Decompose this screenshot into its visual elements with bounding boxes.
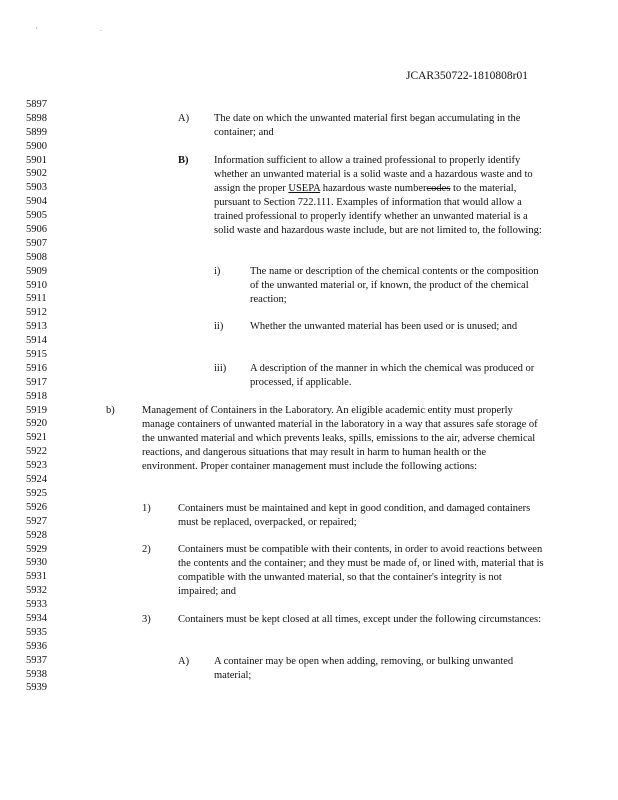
line-number: 5931 xyxy=(26,571,47,583)
line-number: 5905 xyxy=(26,210,47,222)
item-label-A: A) xyxy=(178,113,190,124)
line-number: 5908 xyxy=(26,251,47,263)
line-number: 5897 xyxy=(26,99,47,110)
line-number: 5923 xyxy=(26,460,47,472)
line-number: 5934 xyxy=(26,612,47,624)
line-number: 5933 xyxy=(26,599,47,611)
item-label-1: 1) xyxy=(142,503,151,514)
line-number: 5903 xyxy=(26,182,47,194)
line-number: 5917 xyxy=(26,376,47,388)
line-number: 5937 xyxy=(26,654,47,666)
line-number: 5927 xyxy=(26,515,47,527)
item-text-b: Management of Containers in the Laboratory. An eligible academic entity must properly manage containers of unwanted material in the laboratory in a way that assures safe storage of the unwanted material and which prevents leaks, spills, emissions to the air, adverse chemical reactions, and dangerous situations that may result in harm to human health or the environment. Proper container management must include the following actions: xyxy=(142,405,538,472)
item-text-B-part2: hazardous waste number xyxy=(320,182,427,194)
item-text-i: The name or description of the chemical contents or the composition of the unwanted material or, if known, the product of the chemical reaction; xyxy=(250,266,539,305)
scan-marks: ' · xyxy=(36,26,133,35)
item-text-3A: A container may be open when adding, removing, or bulking unwanted material; xyxy=(214,656,514,681)
line-number: 5909 xyxy=(26,265,47,277)
line-number: 5935 xyxy=(26,626,47,638)
deleted-text: codes xyxy=(426,182,451,194)
item-text-2: Containers must be compatible with their contents, in order to avoid reactions between the contents and the container; and they must be made of, or lined with, material that is compatible with the unwanted material, so that the container's integrity is not impaired; and xyxy=(178,544,544,597)
line-number-column xyxy=(26,98,66,695)
line-number: 5898 xyxy=(26,112,47,124)
line-number: 5899 xyxy=(26,126,47,138)
line-number: 5936 xyxy=(26,640,47,652)
item-text-ii: Whether the unwanted material has been used or is unused; and xyxy=(250,321,518,332)
line-number: 5910 xyxy=(26,279,47,291)
line-number: 5904 xyxy=(26,196,47,208)
line-number: 5928 xyxy=(26,529,47,541)
item-text-1: Containers must be maintained and kept in good condition, and damaged containers must be replaced, overpacked, or repaired; xyxy=(178,503,531,528)
line-number: 5920 xyxy=(26,418,47,430)
item-label-ii: ii) xyxy=(214,321,224,332)
item-label-2: 2) xyxy=(142,544,151,555)
line-number: 5911 xyxy=(26,293,47,305)
document-id: JCAR350722-1810808r01 xyxy=(405,70,528,82)
line-number: 5900 xyxy=(26,140,47,152)
line-number: 5930 xyxy=(26,557,47,569)
line-number: 5922 xyxy=(26,446,47,458)
item-text-iii: A description of the manner in which the chemical was produced or processed, if applicable. xyxy=(250,363,535,388)
line-number: 5919 xyxy=(26,404,47,416)
line-number: 5902 xyxy=(26,168,47,180)
line-number: 5929 xyxy=(26,543,47,555)
line-number: 5907 xyxy=(26,237,47,249)
item-text-B-part1: Information sufficient to allow a trained professional to properly identify whether an unwanted material is a solid waste and a hazardous waste and to assign the proper xyxy=(214,155,533,194)
line-number: 5921 xyxy=(26,432,47,444)
item-text-B-part3: to the material, pursuant to Section 722.111. Examples of information that would allow a trained professional to properly identify whether an unwanted material is a solid waste and hazardous waste include, but are not limited to, the following: xyxy=(214,182,542,236)
item-label-i: i) xyxy=(214,266,221,277)
item-label-B: B) xyxy=(178,155,189,166)
item-label-b: b) xyxy=(106,405,115,416)
line-number: 5913 xyxy=(26,321,47,333)
item-label-3: 3) xyxy=(142,614,151,625)
line-number: 5915 xyxy=(26,349,47,361)
line-number: 5939 xyxy=(26,682,47,694)
line-number: 5932 xyxy=(26,585,47,597)
line-number: 5906 xyxy=(26,224,47,236)
line-number: 5926 xyxy=(26,501,47,513)
line-number: 5912 xyxy=(26,307,47,319)
item-label-iii: iii) xyxy=(214,363,227,374)
line-number: 5925 xyxy=(26,487,47,499)
inserted-text: USEPA xyxy=(288,182,321,194)
item-text-A: The date on which the unwanted material first began accumulating in the container; and xyxy=(214,113,521,138)
item-label-3A: A) xyxy=(178,656,190,667)
item-text-B xyxy=(214,154,544,237)
line-number: 5924 xyxy=(26,474,47,486)
line-number: 5938 xyxy=(26,668,47,680)
line-number: 5918 xyxy=(26,390,47,402)
item-text-3: Containers must be kept closed at all times, except under the following circumstances: xyxy=(178,614,542,625)
line-number: 5916 xyxy=(26,362,47,374)
line-number: 5901 xyxy=(26,154,47,166)
line-number: 5914 xyxy=(26,335,47,347)
